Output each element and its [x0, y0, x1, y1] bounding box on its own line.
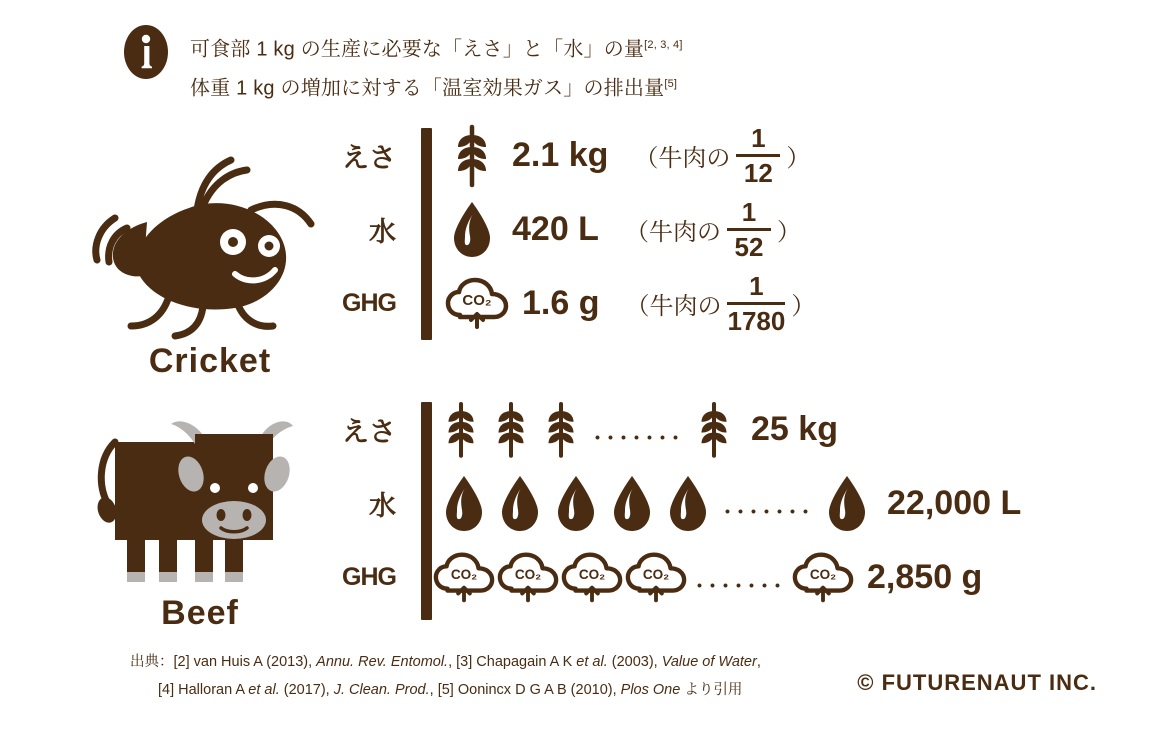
source-journal-2: Value of Water — [661, 654, 757, 670]
row-value-water: 22,000 L — [887, 483, 1022, 522]
co2-cloud-icon — [624, 549, 688, 605]
row-compare-water — [624, 196, 801, 262]
row-value-feed: 25 kg — [751, 409, 838, 448]
fraction-denominator: 52 — [734, 231, 764, 262]
table-row — [330, 466, 1021, 540]
compare-prefix: （牛肉の — [634, 144, 731, 172]
row-icons-feed — [444, 118, 500, 192]
fraction-denominator: 12 — [743, 157, 773, 188]
svg-text:CO₂: CO₂ — [462, 292, 492, 309]
svg-text:CO₂: CO₂ — [514, 566, 542, 582]
row-value-feed: 2.1 kg — [512, 135, 609, 174]
water-drop-icon — [660, 470, 716, 536]
row-label-feed: えさ — [342, 142, 396, 173]
source-tail-1: , — [756, 654, 761, 670]
row-icons-water — [444, 192, 500, 266]
compare-prefix: （牛肉の — [625, 292, 722, 320]
svg-text:CO₂: CO₂ — [578, 566, 606, 582]
fraction — [727, 196, 771, 262]
source-etal-2: et al. — [248, 682, 280, 698]
footer-line-1 — [130, 648, 761, 676]
fraction-denominator: 1780 — [727, 305, 786, 336]
co2-cloud-icon — [560, 549, 624, 605]
source-ref-4: [4] Halloran A — [158, 682, 249, 698]
beef-rows — [330, 392, 1021, 614]
header-line-1-text: 可食部 1 kg の生産に必要な「えさ」と「水」の量 — [190, 38, 645, 61]
table-row — [330, 192, 815, 266]
header-line-1-refs: [2, 3, 4] — [644, 39, 683, 51]
water-drop-icon — [604, 470, 660, 536]
row-compare-ghg — [625, 270, 816, 336]
ellipsis-dots: ･･･････ — [694, 574, 786, 599]
beef-label: Beef — [161, 594, 239, 632]
cow-icon — [75, 402, 325, 592]
header-line-2 — [190, 67, 683, 106]
water-drop-icon — [444, 196, 500, 262]
cow-illustration-group — [50, 402, 350, 633]
source-year-2: (2017), — [279, 682, 334, 698]
water-drop-icon — [548, 470, 604, 536]
row-compare-feed — [634, 122, 811, 188]
co2-cloud-icon — [496, 549, 560, 605]
co2-cloud-icon — [444, 275, 510, 331]
wheat-icon — [486, 393, 536, 465]
water-drop-icon — [819, 470, 875, 536]
source-year-1: (2003), — [607, 654, 662, 670]
row-icons-feed — [436, 392, 739, 466]
header-line-2-refs: [5] — [664, 77, 678, 90]
source-ref-5: , [5] Oonincx D G A B (2010), — [429, 682, 621, 698]
row-label-feed: えさ — [342, 416, 396, 447]
table-row — [330, 118, 815, 192]
info-icon — [118, 24, 174, 80]
fraction — [727, 270, 786, 336]
brand-copyright: © FUTURENAUT INC. — [857, 670, 1097, 695]
ellipsis-dots: ･･･････ — [592, 426, 684, 451]
row-label-water: 水 — [369, 216, 396, 247]
row-label-ghg: GHG — [342, 288, 396, 317]
header-text — [190, 24, 683, 105]
svg-text:CO₂: CO₂ — [809, 566, 837, 582]
source-tail-2: より引用 — [680, 682, 743, 698]
compare-suffix: ） — [776, 218, 801, 246]
compare-suffix: ） — [786, 144, 811, 172]
source-journal-3: J. Clean. Prod. — [333, 682, 430, 698]
compare-prefix: （牛肉の — [624, 218, 721, 246]
header-line-1 — [190, 28, 683, 67]
footer-line-2 — [130, 676, 761, 704]
row-icons-ghg — [432, 540, 855, 614]
compare-suffix: ） — [791, 292, 816, 320]
svg-text:CO₂: CO₂ — [642, 566, 670, 582]
row-icons-water — [436, 466, 875, 540]
row-icons-ghg — [444, 266, 510, 340]
water-drop-icon — [436, 470, 492, 536]
svg-text:CO₂: CO₂ — [450, 566, 478, 582]
co2-cloud-icon — [791, 549, 855, 605]
table-row — [330, 266, 815, 340]
table-row — [330, 392, 1021, 466]
cricket-illustration-group — [60, 150, 360, 381]
row-value-ghg: 1.6 g — [522, 283, 600, 322]
source-prefix: 出典：[2] van Huis A (2013), — [130, 654, 317, 670]
wheat-icon — [444, 119, 500, 191]
cricket-icon — [85, 150, 335, 340]
source-sep-1: , [3] Chapagain A K — [448, 654, 577, 670]
water-drop-icon — [492, 470, 548, 536]
co2-cloud-icon — [432, 549, 496, 605]
source-journal-4: Plos One — [620, 682, 681, 698]
wheat-icon — [536, 393, 586, 465]
cricket-label: Cricket — [148, 342, 272, 380]
row-label-ghg: GHG — [342, 562, 396, 591]
cricket-rows — [330, 118, 815, 340]
row-value-water: 420 L — [512, 209, 599, 248]
ellipsis-dots: ･･･････ — [722, 500, 814, 525]
fraction-numerator: 1 — [749, 270, 764, 301]
footer-sources — [130, 648, 761, 704]
source-etal-1: et al. — [576, 654, 608, 670]
row-label-water: 水 — [369, 490, 396, 521]
row-value-ghg: 2,850 g — [867, 557, 983, 596]
wheat-icon — [436, 393, 486, 465]
table-row — [330, 540, 1021, 614]
wheat-icon — [689, 393, 739, 465]
fraction-numerator: 1 — [751, 122, 766, 153]
header — [118, 24, 683, 105]
fraction — [736, 122, 780, 188]
source-journal-1: Annu. Rev. Entomol. — [316, 654, 449, 670]
header-line-2-text: 体重 1 kg の増加に対する「温室効果ガス」の排出量 — [190, 77, 665, 100]
fraction-numerator: 1 — [741, 196, 757, 227]
